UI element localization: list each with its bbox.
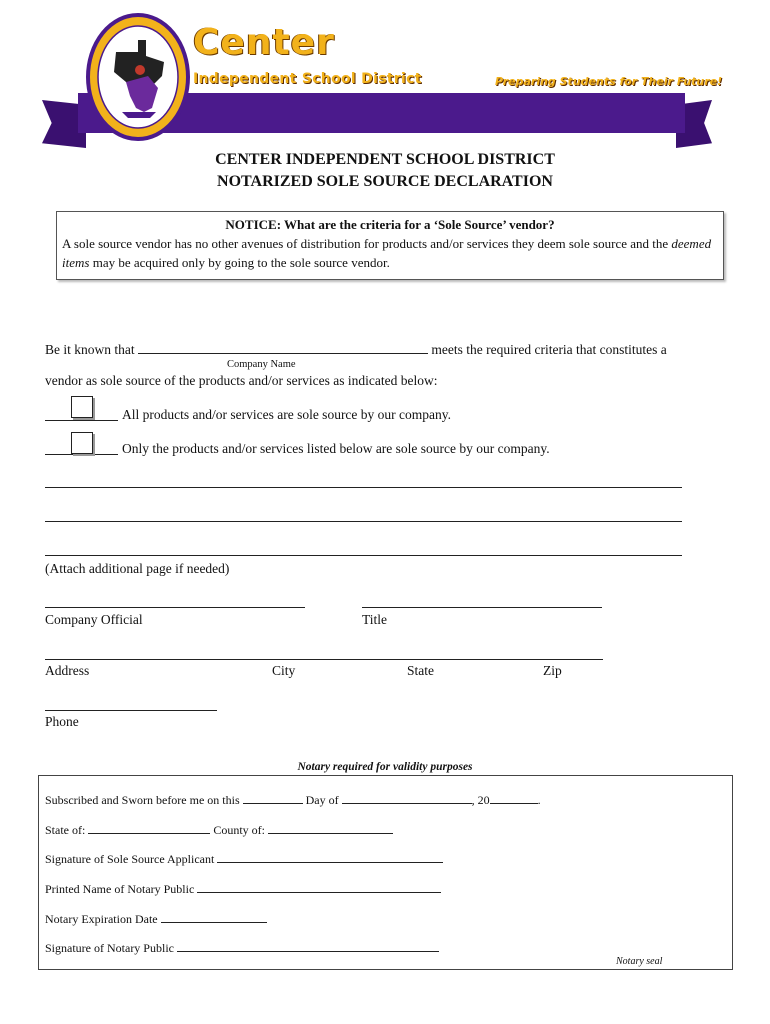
meets-criteria-text: meets the required criteria that constitutes a: [431, 342, 667, 357]
company-official-field[interactable]: [45, 607, 305, 608]
option-listed-label: Only the products and/or services listed below are sole source by our company.: [122, 441, 550, 456]
state-of-label: State of:: [45, 823, 86, 837]
county-of-label: County of:: [213, 823, 265, 837]
brand-name: Center: [193, 22, 335, 63]
district-seal-logo: [86, 12, 190, 142]
notice-box: [56, 211, 724, 280]
expiration-label: Notary Expiration Date: [45, 912, 158, 926]
sworn-text-2: Day of: [305, 793, 339, 807]
company-name-label: Company Name: [227, 359, 296, 370]
notice-body-text-end: may be acquired only by going to the sole source vendor.: [89, 255, 390, 270]
be-it-known-text: Be it known that: [45, 342, 135, 357]
page-title-line2: NOTARIZED SOLE SOURCE DECLARATION: [217, 173, 553, 190]
notary-signature-label: Signature of Notary Public: [45, 941, 174, 955]
notice-heading: NOTICE: What are the criteria for a ‘Sole Source’ vendor?: [225, 217, 555, 232]
sworn-line: Subscribed and Sworn before me on this Day of , 20 .: [45, 793, 541, 807]
company-official-label: Company Official: [45, 612, 143, 627]
notary-signature-field[interactable]: [177, 951, 439, 952]
title-label: Title: [362, 612, 388, 627]
applicant-signature-line: [45, 852, 443, 867]
address-label: Address: [45, 663, 90, 678]
title-field[interactable]: [362, 607, 602, 608]
applicant-signature-label: Signature of Sole Source Applicant: [45, 852, 215, 866]
company-name-field[interactable]: [138, 341, 428, 354]
sworn-month-field[interactable]: [342, 803, 472, 804]
page-title-line1: CENTER INDEPENDENT SCHOOL DISTRICT: [215, 151, 555, 168]
sworn-text-1: Subscribed and Sworn before me on this: [45, 793, 240, 807]
notice-body-emphasis: deemed items: [62, 236, 712, 270]
brand-tagline: Preparing Students for Their Future!: [495, 75, 723, 88]
notary-signature-line: [45, 941, 439, 956]
printed-name-label: Printed Name of Notary Public: [45, 882, 195, 896]
city-label: City: [272, 663, 296, 678]
applicant-signature-field[interactable]: [217, 862, 443, 863]
state-county-line: [45, 823, 393, 838]
sworn-text-3: , 20: [471, 793, 490, 807]
option-all-underline: [45, 420, 118, 421]
state-of-field[interactable]: [88, 833, 210, 834]
printed-name-field[interactable]: [197, 892, 441, 893]
county-of-field[interactable]: [268, 833, 393, 834]
sworn-day-field[interactable]: [243, 803, 303, 804]
notary-box: [38, 775, 733, 970]
option-all-checkbox[interactable]: [71, 396, 93, 418]
listing-line-2[interactable]: [45, 521, 682, 522]
expiration-field[interactable]: [161, 922, 267, 923]
vendor-line: vendor as sole source of the products and/or services as indicated below:: [45, 373, 438, 388]
listing-line-1[interactable]: [45, 487, 682, 488]
state-label: State: [407, 663, 434, 678]
expiration-line: [45, 912, 267, 927]
address-field[interactable]: [45, 659, 603, 660]
option-all-label: All products and/or services are sole source by our company.: [122, 407, 452, 422]
listing-line-3[interactable]: [45, 555, 682, 556]
declaration-line: [45, 341, 667, 358]
printed-name-line: [45, 882, 441, 897]
notary-heading: Notary required for validity purposes: [297, 761, 473, 773]
notary-seal-label: Notary seal: [616, 956, 663, 967]
brand-subtitle: Independent School District: [193, 71, 422, 87]
zip-label: Zip: [543, 663, 562, 678]
option-listed-underline: [45, 454, 118, 455]
notice-body-text: A sole source vendor has no other avenues of distribution for products and/or services they deem sole source and the: [62, 236, 672, 251]
sworn-year-field[interactable]: [490, 803, 538, 804]
phone-field[interactable]: [45, 710, 217, 711]
option-listed-checkbox[interactable]: [71, 432, 93, 454]
phone-label: Phone: [45, 714, 79, 729]
notice-body: [62, 234, 717, 272]
attach-note: (Attach additional page if needed): [45, 561, 230, 576]
